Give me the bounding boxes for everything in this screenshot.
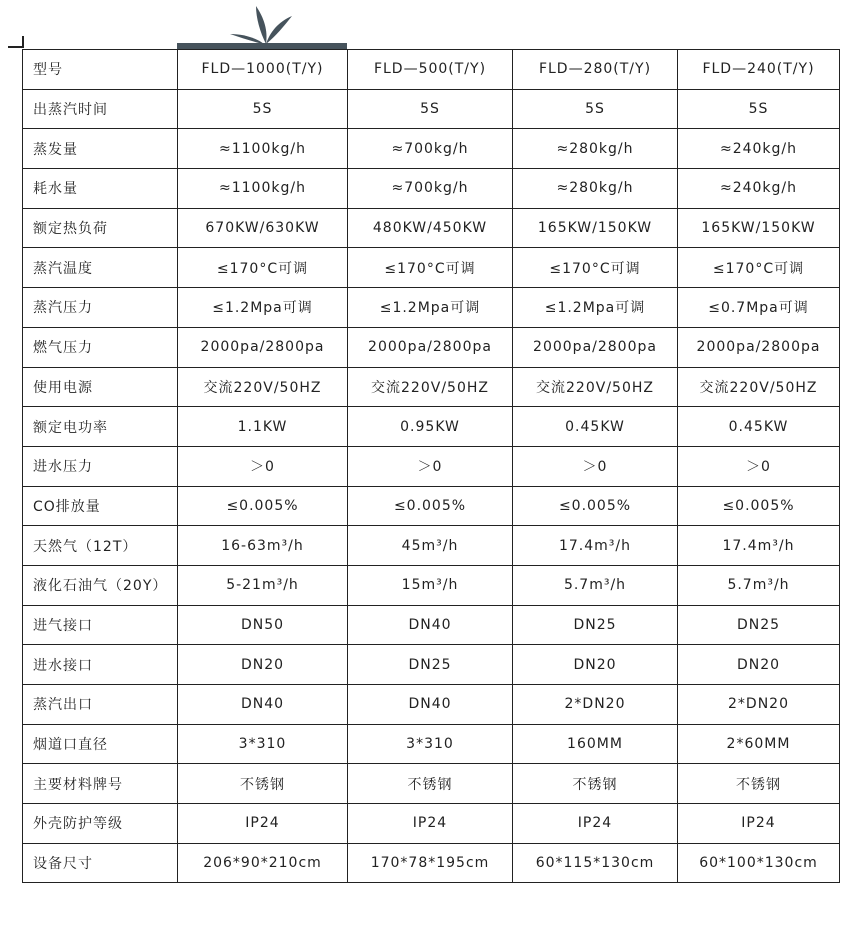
- row-label: 进水接口: [23, 645, 178, 685]
- table-row: [23, 169, 840, 209]
- table-cell: ＞0: [678, 446, 840, 486]
- table-row: [23, 645, 840, 685]
- table-cell: 0.95KW: [348, 407, 513, 447]
- table-cell: ≤1.2Mpa可调: [178, 288, 348, 328]
- table-row: [23, 446, 840, 486]
- table-cell: 2000pa/2800pa: [678, 327, 840, 367]
- table-cell: DN20: [513, 645, 678, 685]
- row-label: 额定电功率: [23, 407, 178, 447]
- table-cell: 0.45KW: [513, 407, 678, 447]
- row-label: 主要材料牌号: [23, 764, 178, 804]
- table-row: [23, 50, 840, 90]
- spec-table: [22, 49, 840, 883]
- row-label: 蒸发量: [23, 129, 178, 169]
- row-label: 出蒸汽时间: [23, 89, 178, 129]
- table-cell: 2*60MM: [678, 724, 840, 764]
- table-cell: 17.4m³/h: [513, 526, 678, 566]
- table-row: [23, 526, 840, 566]
- table-cell: 0.45KW: [678, 407, 840, 447]
- row-label: 天然气（12T）: [23, 526, 178, 566]
- table-cell: ≈240kg/h: [678, 169, 840, 209]
- table-row: [23, 843, 840, 883]
- table-row: [23, 804, 840, 844]
- table-cell: 交流220V/50HZ: [513, 367, 678, 407]
- table-cell: 5S: [178, 89, 348, 129]
- table-cell: 670KW/630KW: [178, 208, 348, 248]
- table-cell: 交流220V/50HZ: [348, 367, 513, 407]
- table-cell: ≤1.2Mpa可调: [348, 288, 513, 328]
- table-cell: 2*DN20: [678, 685, 840, 725]
- row-label: 蒸汽压力: [23, 288, 178, 328]
- table-cell: 1.1KW: [178, 407, 348, 447]
- table-cell: 交流220V/50HZ: [178, 367, 348, 407]
- table-cell: 60*115*130cm: [513, 843, 678, 883]
- table-cell: 5.7m³/h: [513, 565, 678, 605]
- table-cell: ≤170°C可调: [348, 248, 513, 288]
- row-label: 设备尺寸: [23, 843, 178, 883]
- table-cell: ≤0.7Mpa可调: [678, 288, 840, 328]
- table-cell: ≈280kg/h: [513, 129, 678, 169]
- row-label: 进水压力: [23, 446, 178, 486]
- table-cell: 不锈钢: [678, 764, 840, 804]
- table-cell: IP24: [513, 804, 678, 844]
- table-cell: IP24: [348, 804, 513, 844]
- table-cell: ≤0.005%: [513, 486, 678, 526]
- table-cell: 480KW/450KW: [348, 208, 513, 248]
- table-cell: 3*310: [178, 724, 348, 764]
- row-label: 额定热负荷: [23, 208, 178, 248]
- table-cell: 170*78*195cm: [348, 843, 513, 883]
- table-cell: IP24: [678, 804, 840, 844]
- table-cell: 5-21m³/h: [178, 565, 348, 605]
- table-cell: 不锈钢: [348, 764, 513, 804]
- table-cell: 45m³/h: [348, 526, 513, 566]
- table-row: [23, 724, 840, 764]
- table-cell: ≤170°C可调: [678, 248, 840, 288]
- table-cell: 不锈钢: [178, 764, 348, 804]
- table-cell: DN25: [513, 605, 678, 645]
- table-cell: ≈700kg/h: [348, 129, 513, 169]
- table-row: [23, 248, 840, 288]
- table-cell: ＞0: [348, 446, 513, 486]
- row-label: 蒸汽温度: [23, 248, 178, 288]
- table-cell: ＞0: [178, 446, 348, 486]
- table-cell: 交流220V/50HZ: [678, 367, 840, 407]
- table-cell: DN20: [678, 645, 840, 685]
- row-label: 液化石油气（20Y）: [23, 565, 178, 605]
- table-cell: ≈1100kg/h: [178, 129, 348, 169]
- table-cell: ≈240kg/h: [678, 129, 840, 169]
- table-row: [23, 367, 840, 407]
- table-cell: FLD—500(T/Y): [348, 50, 513, 90]
- table-cell: 165KW/150KW: [513, 208, 678, 248]
- table-cell: FLD—280(T/Y): [513, 50, 678, 90]
- row-label: 耗水量: [23, 169, 178, 209]
- row-label: 燃气压力: [23, 327, 178, 367]
- table-cell: 160MM: [513, 724, 678, 764]
- table-cell: ≤0.005%: [348, 486, 513, 526]
- table-cell: ＞0: [513, 446, 678, 486]
- table-row: [23, 208, 840, 248]
- table-cell: 不锈钢: [513, 764, 678, 804]
- table-cell: 5S: [678, 89, 840, 129]
- table-cell: DN40: [348, 685, 513, 725]
- row-label: 外壳防护等级: [23, 804, 178, 844]
- row-label: 蒸汽出口: [23, 685, 178, 725]
- row-label: 进气接口: [23, 605, 178, 645]
- table-cell: ≤1.2Mpa可调: [513, 288, 678, 328]
- table-row: [23, 327, 840, 367]
- table-cell: 2*DN20: [513, 685, 678, 725]
- row-label: 型号: [23, 50, 178, 90]
- table-cell: ≤0.005%: [178, 486, 348, 526]
- table-cell: 15m³/h: [348, 565, 513, 605]
- table-cell: 2000pa/2800pa: [178, 327, 348, 367]
- leaf-icon: [226, 4, 306, 46]
- table-row: [23, 565, 840, 605]
- table-cell: 60*100*130cm: [678, 843, 840, 883]
- table-cell: DN40: [178, 685, 348, 725]
- table-row: [23, 288, 840, 328]
- table-cell: 5S: [348, 89, 513, 129]
- row-label: CO排放量: [23, 486, 178, 526]
- table-row: [23, 685, 840, 725]
- spec-table-body: [23, 50, 840, 883]
- table-cell: 3*310: [348, 724, 513, 764]
- table-cell: ≈700kg/h: [348, 169, 513, 209]
- table-cell: DN50: [178, 605, 348, 645]
- table-cell: ≤170°C可调: [513, 248, 678, 288]
- corner-tick-horizontal: [8, 46, 24, 48]
- table-row: [23, 89, 840, 129]
- table-cell: FLD—240(T/Y): [678, 50, 840, 90]
- table-cell: ≤170°C可调: [178, 248, 348, 288]
- row-label: 使用电源: [23, 367, 178, 407]
- table-cell: 17.4m³/h: [678, 526, 840, 566]
- row-label: 烟道口直径: [23, 724, 178, 764]
- table-row: [23, 764, 840, 804]
- table-row: [23, 129, 840, 169]
- table-cell: DN40: [348, 605, 513, 645]
- table-cell: FLD—1000(T/Y): [178, 50, 348, 90]
- table-cell: DN25: [678, 605, 840, 645]
- table-row: [23, 605, 840, 645]
- table-cell: 2000pa/2800pa: [348, 327, 513, 367]
- table-cell: 206*90*210cm: [178, 843, 348, 883]
- table-cell: DN20: [178, 645, 348, 685]
- table-cell: 5S: [513, 89, 678, 129]
- table-cell: ≈1100kg/h: [178, 169, 348, 209]
- table-cell: ≈280kg/h: [513, 169, 678, 209]
- table-cell: ≤0.005%: [678, 486, 840, 526]
- table-cell: 5.7m³/h: [678, 565, 840, 605]
- table-cell: DN25: [348, 645, 513, 685]
- table-cell: IP24: [178, 804, 348, 844]
- table-row: [23, 486, 840, 526]
- table-cell: 2000pa/2800pa: [513, 327, 678, 367]
- table-cell: 165KW/150KW: [678, 208, 840, 248]
- table-row: [23, 407, 840, 447]
- table-cell: 16-63m³/h: [178, 526, 348, 566]
